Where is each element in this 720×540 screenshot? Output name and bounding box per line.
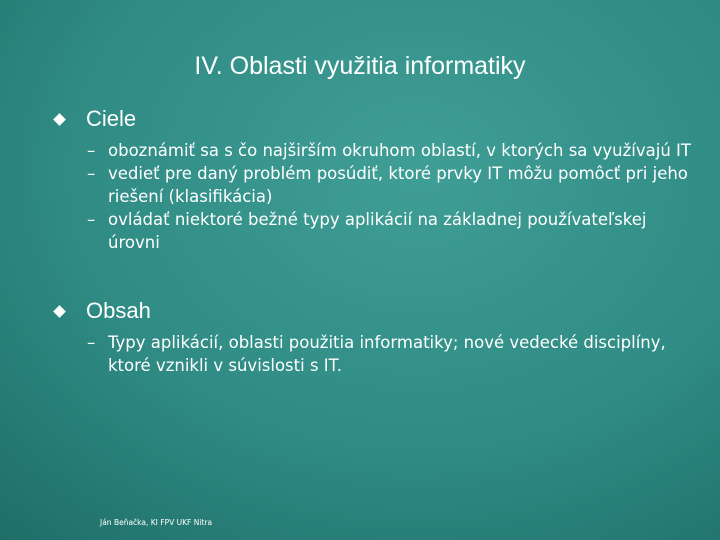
bullet-ciele [52, 106, 136, 132]
list-item-text: oboznámiť sa s čo najširším okruhom oblastí, v ktorých sa využívajú IT [108, 141, 691, 160]
bullet-label-obsah: Obsah [86, 298, 151, 323]
dash-bullet: – [87, 210, 96, 229]
list-item-text: vedieť pre daný problém posúdiť, ktoré prvky IT môžu pomôcť pri jeho riešení (klasifikácia) [108, 164, 688, 206]
list-item [87, 208, 697, 254]
dash-bullet: – [87, 141, 96, 160]
list-item-text: ovládať niektoré bežné typy aplikácií na základnej používateľskej úrovni [108, 210, 647, 252]
bullet-label-ciele: Ciele [86, 106, 137, 131]
list-item [87, 139, 697, 162]
sub-list-ciele [87, 139, 697, 254]
list-item-text: Typy aplikácií, oblasti použitia informatiky; nové vedecké disciplíny, ktoré vznikli v súvislosti s IT. [108, 333, 666, 375]
dash-bullet: – [87, 333, 96, 352]
diamond-bullet-icon [53, 113, 66, 126]
list-item [87, 331, 697, 377]
slide-title: IV. Oblasti využitia informatiky [194, 52, 526, 80]
list-item [87, 162, 697, 208]
dash-bullet: – [87, 164, 96, 183]
diamond-bullet-icon [53, 305, 66, 318]
sub-list-obsah [87, 331, 697, 377]
footer-author: Ján Beňačka, KI FPV UKF Nitra [100, 518, 213, 527]
bullet-obsah [52, 298, 151, 324]
